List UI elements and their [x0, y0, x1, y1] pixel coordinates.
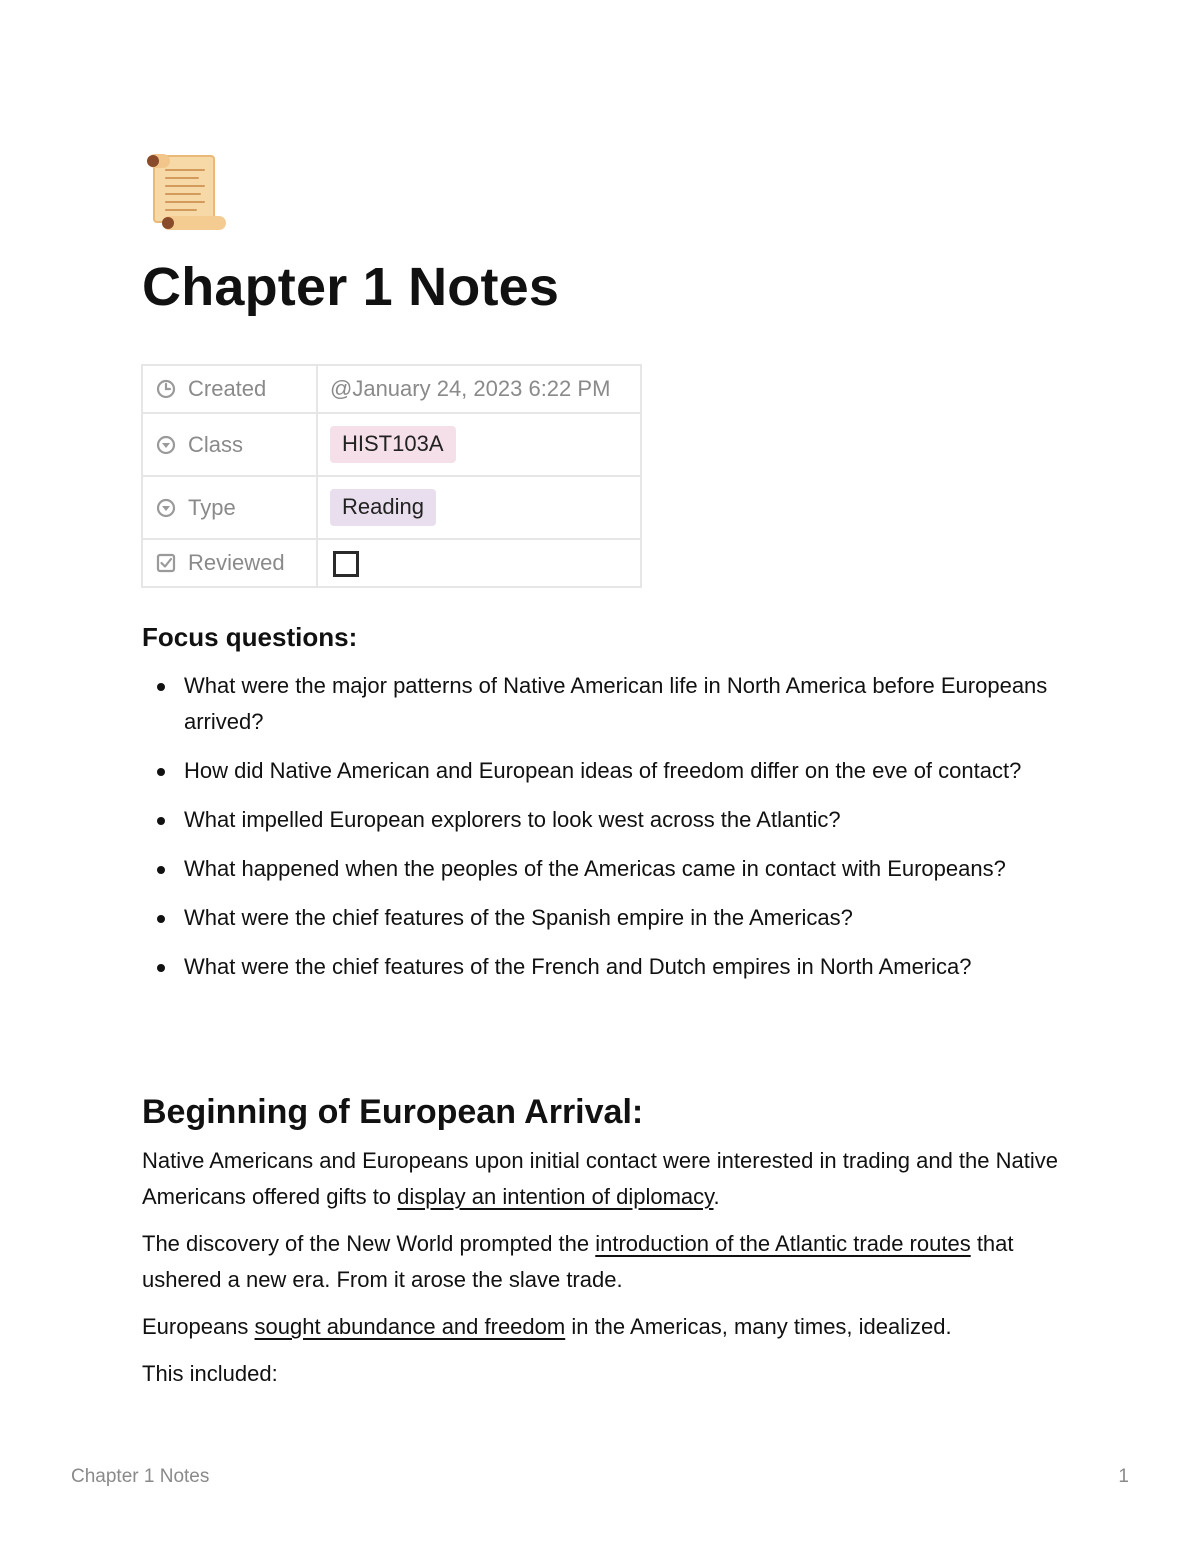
underlined-text: sought abundance and freedom [254, 1314, 566, 1339]
paragraph-text: in the Americas, many times, idealized. [565, 1314, 952, 1339]
property-value-type[interactable] [317, 476, 641, 539]
list-item: What impelled European explorers to look west across the Atlantic? [142, 802, 1082, 838]
property-value-created[interactable] [317, 365, 641, 413]
property-value-class[interactable] [317, 413, 641, 476]
underlined-text: introduction of the Atlantic trade routes [595, 1231, 971, 1256]
type-tag[interactable]: Reading [330, 489, 436, 526]
property-row-type [142, 476, 641, 539]
scroll-icon [142, 152, 228, 234]
focus-questions-heading: Focus questions: [142, 622, 358, 652]
list-item: How did Native American and European ideas of freedom differ on the eve of contact? [142, 753, 1082, 789]
section-heading: Beginning of European Arrival: [142, 1093, 644, 1131]
property-label-type: Type [188, 494, 236, 520]
footer-title: Chapter 1 Notes [71, 1466, 210, 1487]
checkbox-icon [156, 553, 176, 573]
list-item: What were the chief features of the French and Dutch empires in North America? [142, 949, 1082, 985]
paragraph-text: that ushered a new era. From it arose the slave trade. [142, 1231, 1014, 1292]
class-tag[interactable]: HIST103A [330, 426, 456, 463]
properties-table [141, 364, 642, 588]
paragraph [142, 1143, 1072, 1215]
footer-page-number: 1 [1118, 1466, 1129, 1487]
list-item: What happened when the peoples of the Americas came in contact with Europeans? [142, 851, 1082, 887]
list-item: What were the major patterns of Native American life in North America before Europeans arrived? [142, 668, 1082, 740]
property-key-reviewed[interactable] [142, 539, 317, 587]
property-row-created [142, 365, 641, 413]
select-icon [156, 498, 176, 518]
property-label-class: Class [188, 431, 244, 457]
select-icon [156, 435, 176, 455]
property-key-type[interactable] [142, 476, 317, 539]
property-key-class[interactable] [142, 413, 317, 476]
property-row-reviewed [142, 539, 641, 587]
property-key-created[interactable] [142, 365, 317, 413]
section-body [142, 1143, 1072, 1403]
focus-questions-list [142, 668, 1082, 998]
created-date: @January 24, 2023 6:22 PM [330, 376, 611, 401]
paragraph-text: The discovery of the New World prompted the [142, 1231, 596, 1256]
property-label-created: Created [188, 376, 267, 401]
underlined-text: display an intention of diplomacy [397, 1184, 714, 1209]
list-item: What were the chief features of the Spanish empire in the Americas? [142, 900, 1082, 936]
paragraph: This included: [142, 1361, 278, 1386]
property-value-reviewed [317, 539, 641, 587]
paragraph-text: Europeans [142, 1314, 255, 1339]
property-row-class [142, 413, 641, 476]
paragraph [142, 1226, 1072, 1298]
paragraph-text: . [713, 1184, 720, 1209]
paragraph [142, 1309, 1072, 1345]
clock-icon [156, 379, 176, 399]
property-label-reviewed: Reviewed [188, 550, 285, 575]
page-title: Chapter 1 Notes [142, 257, 560, 317]
paragraph-text: Native Americans and Europeans upon initial contact were interested in trading and the Native Americans offered gifts to [142, 1148, 1058, 1209]
reviewed-checkbox[interactable] [333, 551, 359, 577]
